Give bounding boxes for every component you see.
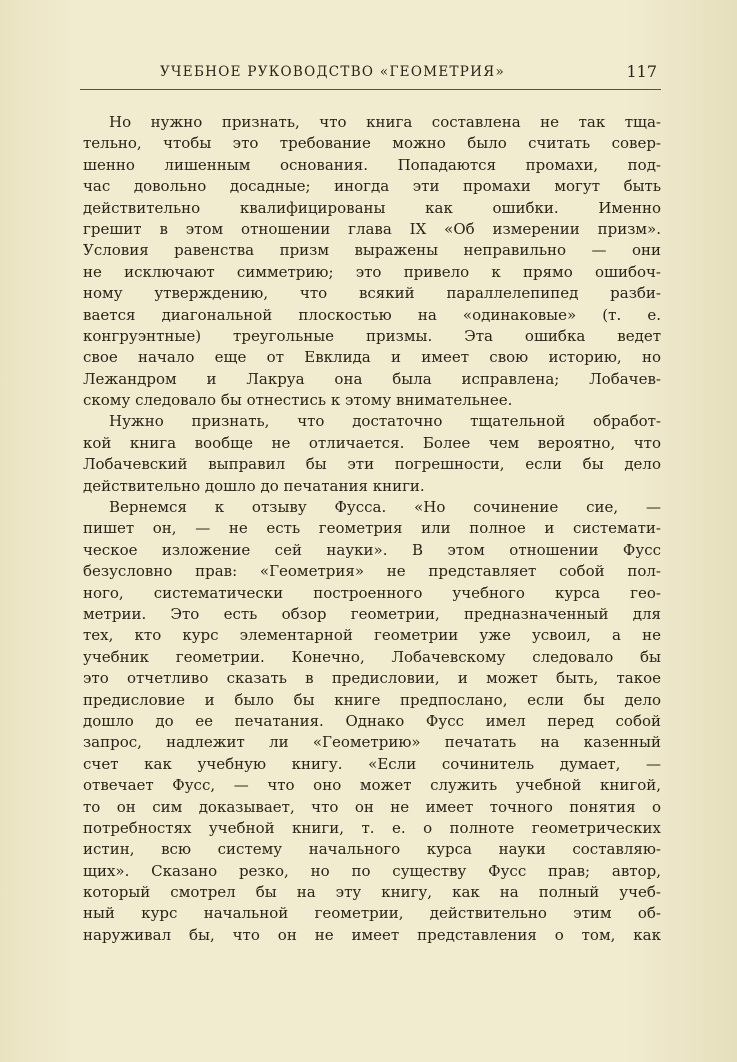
header-rule	[80, 89, 661, 90]
text-line: учебник геометрии. Конечно, Лобачевскому следовало бы	[83, 647, 661, 666]
text-line: действительно дошло до печатания книги.	[83, 476, 425, 495]
text-line: вается диагональной плоскостью на «одинаковые» (т. е.	[83, 305, 661, 324]
running-title: УЧЕБНОЕ РУКОВОДСТВО «ГЕОМЕТРИЯ»	[160, 64, 506, 80]
text-line: Условия равенства призм выражены неправильно — они	[83, 241, 661, 260]
text-line: ный курс начальной геометрии, действительно этим об-	[83, 904, 661, 923]
text-line: дошло до ее печатания. Однако Фусс имел перед собой	[83, 711, 661, 730]
text-line: скому следовало бы отнестись к этому внимательнее.	[83, 391, 513, 410]
running-head	[80, 62, 661, 88]
text-line: истин, всю систему начального курса науки составляю-	[83, 840, 661, 859]
page-number: 117	[626, 62, 657, 81]
text-line: предисловие и было бы книге предпослано, если бы дело	[83, 690, 661, 709]
text-line: наруживал бы, что он не имеет представления о том, как	[83, 925, 661, 944]
text-line: это отчетливо сказать в предисловии, и может быть, такое	[83, 669, 661, 688]
text-line: действительно квалифицированы как ошибки. Именно	[83, 198, 661, 217]
text-line: шенно лишенным основания. Попадаются промахи, под-	[83, 155, 661, 174]
text-line: час довольно досадные; иногда эти промахи могут быть	[83, 177, 661, 196]
text-line: не исключают симметрию; это привело к прямо ошибоч-	[83, 262, 661, 281]
text-line: грешит в этом отношении глава IX «Об измерении призм».	[83, 219, 661, 238]
text-line: тельно, чтобы это требование можно было считать совер-	[83, 134, 661, 153]
text-line: ного, систематически построенного учебного курса гео-	[83, 583, 661, 602]
text-line: Лобачевский выправил бы эти погрешности, если бы дело	[83, 455, 661, 474]
text-line: потребностях учебной книги, т. е. о полноте геометрических	[83, 818, 661, 837]
text-line: свое начало еще от Евклида и имеет свою историю, но	[83, 348, 661, 367]
body-text	[83, 112, 661, 946]
text-line: тех, кто курс элементарной геометрии уже усвоил, а не	[83, 626, 661, 645]
text-line: который смотрел бы на эту книгу, как на полный учеб-	[83, 883, 661, 902]
text-line: Но нужно признать, что книга составлена не так тща-	[109, 113, 661, 131]
text-line: пишет он, — не есть геометрия или полное и системати-	[83, 519, 661, 538]
text-line: ческое изложение сей науки». В этом отношении Фусс	[83, 540, 661, 559]
text-line: безусловно прав: «Геометрия» не представляет собой пол-	[83, 562, 661, 581]
text-line: счет как учебную книгу. «Если сочинитель думает, —	[83, 754, 661, 773]
text-line: щих». Сказано резко, но по существу Фусс прав; автор,	[83, 861, 661, 880]
text-line: запрос, надлежит ли «Геометрию» печатать на казенный	[83, 733, 661, 752]
text-line: Вернемся к отзыву Фусса. «Но сочинение сие, —	[109, 498, 661, 517]
text-line: Лежандром и Лакруа она была исправлена; Лобачев-	[83, 369, 661, 388]
text-line: Нужно признать, что достаточно тщательной обработ-	[109, 412, 661, 431]
text-line: конгруэнтные) треугольные призмы. Эта ошибка ведет	[83, 326, 661, 345]
text-line: отвечает Фусс, — что оно может служить учебной книгой,	[83, 776, 661, 795]
text-line: кой книга вообще не отличается. Более чем вероятно, что	[83, 433, 661, 452]
text-line: ному утверждению, что всякий параллелепипед разби-	[83, 284, 661, 303]
text-line: то он сим доказывает, что он не имеет точного понятия о	[83, 797, 661, 816]
text-line: метрии. Это есть обзор геометрии, предназначенный для	[83, 604, 661, 623]
